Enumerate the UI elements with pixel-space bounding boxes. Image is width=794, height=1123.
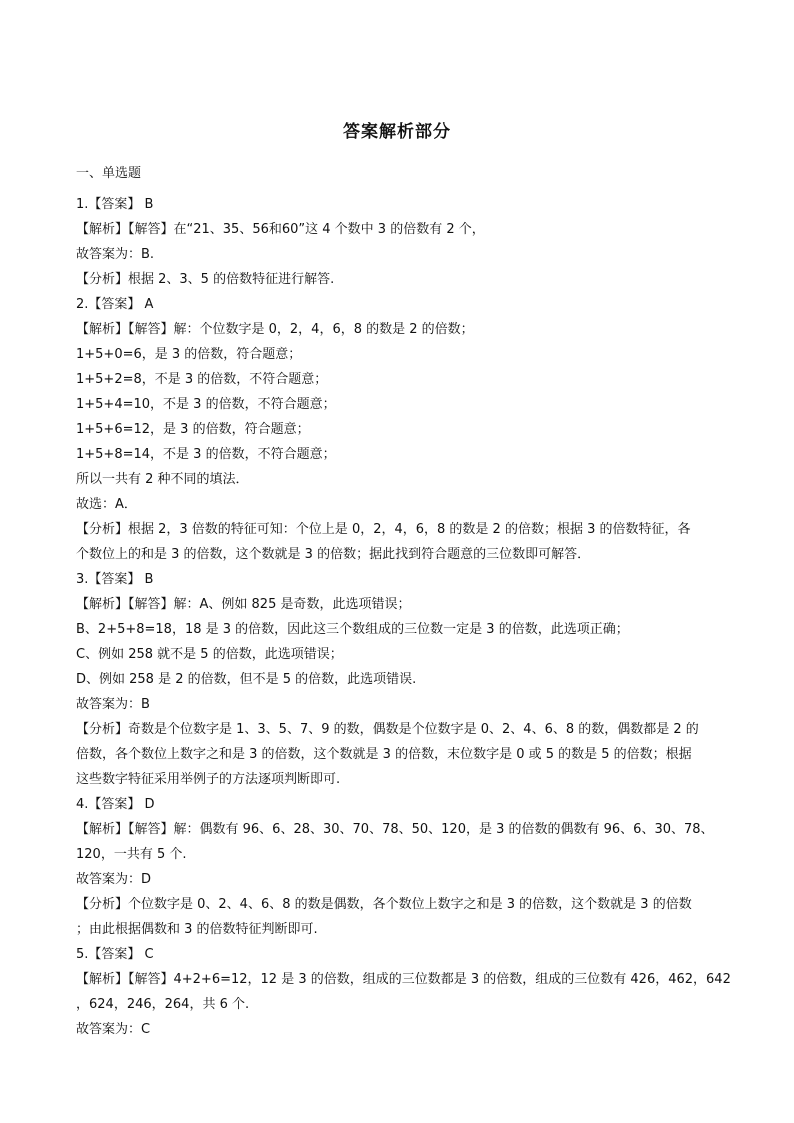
text-line: 1+5+8=14，不是 3 的倍数，不符合题意； bbox=[76, 447, 336, 462]
text-line: C、例如 258 就不是 5 的倍数，此选项错误； bbox=[76, 647, 343, 662]
text-line: 故答案为：D bbox=[76, 872, 152, 887]
answer-content bbox=[76, 192, 731, 1042]
text-line: 1.【答案】 B bbox=[76, 197, 154, 212]
text-line: 【分析】奇数是个位数字是 1、3、5、7、9 的数，偶数是个位数字是 0、2、4、6、8 的数，偶数都是 2 的 bbox=[76, 722, 699, 737]
text-line: 【分析】根据 2、3、5 的倍数特征进行解答. bbox=[76, 272, 335, 287]
text-line: 故选：A． bbox=[76, 497, 137, 512]
text-line: 这些数字特征采用举例子的方法逐项判断即可. bbox=[76, 772, 341, 787]
text-line: 【解析】【解答】解：A、例如 825 是奇数，此选项错误； bbox=[76, 597, 411, 612]
text-line: 1+5+4=10，不是 3 的倍数，不符合题意； bbox=[76, 397, 336, 412]
text-line: 1+5+0=6，是 3 的倍数，符合题意； bbox=[76, 347, 302, 362]
text-line: 5.【答案】 C bbox=[76, 947, 154, 962]
text-line: D、例如 258 是 2 的倍数，但不是 5 的倍数，此选项错误. bbox=[76, 672, 417, 687]
text-line: B、2+5+8=18，18 是 3 的倍数，因此这三个数组成的三位数一定是 3 的倍数，此选项正确； bbox=[76, 622, 629, 637]
page-title: 答案解析部分 bbox=[343, 122, 451, 142]
text-line: ；由此根据偶数和 3 的倍数特征判断即可. bbox=[76, 922, 318, 937]
text-line: 故答案为：B. bbox=[76, 247, 155, 262]
text-line: ，624，246，264，共 6 个. bbox=[76, 997, 250, 1012]
text-line: 【解析】【解答】4+2+6=12，12 是 3 的倍数，组成的三位数都是 3 的倍数，组成的三位数有 426，462，642 bbox=[76, 972, 731, 987]
text-line: 3.【答案】 B bbox=[76, 572, 154, 587]
text-line: 120，一共有 5 个. bbox=[76, 847, 187, 862]
section-heading: 一、单选题 bbox=[76, 166, 142, 181]
text-line: 1+5+2=8，不是 3 的倍数，不符合题意； bbox=[76, 372, 328, 387]
text-line: 2.【答案】 A bbox=[76, 297, 154, 312]
text-line: 倍数，各个数位上数字之和是 3 的倍数，这个数就是 3 的倍数，末位数字是 0 或 5 的数是 5 的倍数；根据 bbox=[76, 747, 692, 762]
text-line: 所以一共有 2 种不同的填法． bbox=[76, 472, 249, 487]
text-line: 故答案为：C bbox=[76, 1022, 151, 1037]
text-line: 【分析】个位数字是 0、2、4、6、8 的数是偶数，各个数位上数字之和是 3 的倍数，这个数就是 3 的倍数 bbox=[76, 897, 692, 912]
text-line: 1+5+6=12，是 3 的倍数，符合题意； bbox=[76, 422, 310, 437]
text-line: 个数位上的和是 3 的倍数，这个数就是 3 的倍数；据此找到符合题意的三位数即可解答． bbox=[76, 547, 591, 562]
text-line: 【解析】【解答】解：个位数字是 0，2，4，6，8 的数是 2 的倍数； bbox=[76, 322, 474, 337]
text-line: 故答案为：B bbox=[76, 697, 150, 712]
text-line: 【解析】【解答】在“21、35、56和60”这 4 个数中 3 的倍数有 2 个， bbox=[76, 222, 485, 237]
text-line: 【分析】根据 2，3 倍数的特征可知：个位上是 0，2，4，6，8 的数是 2 的倍数；根据 3 的倍数特征，各 bbox=[76, 522, 691, 537]
text-line: 4.【答案】 D bbox=[76, 797, 155, 812]
text-line: 【解析】【解答】解：偶数有 96、6、28、30、70、78、50、120，是 3 的倍数的偶数有 96、6、30、78、 bbox=[76, 822, 714, 837]
